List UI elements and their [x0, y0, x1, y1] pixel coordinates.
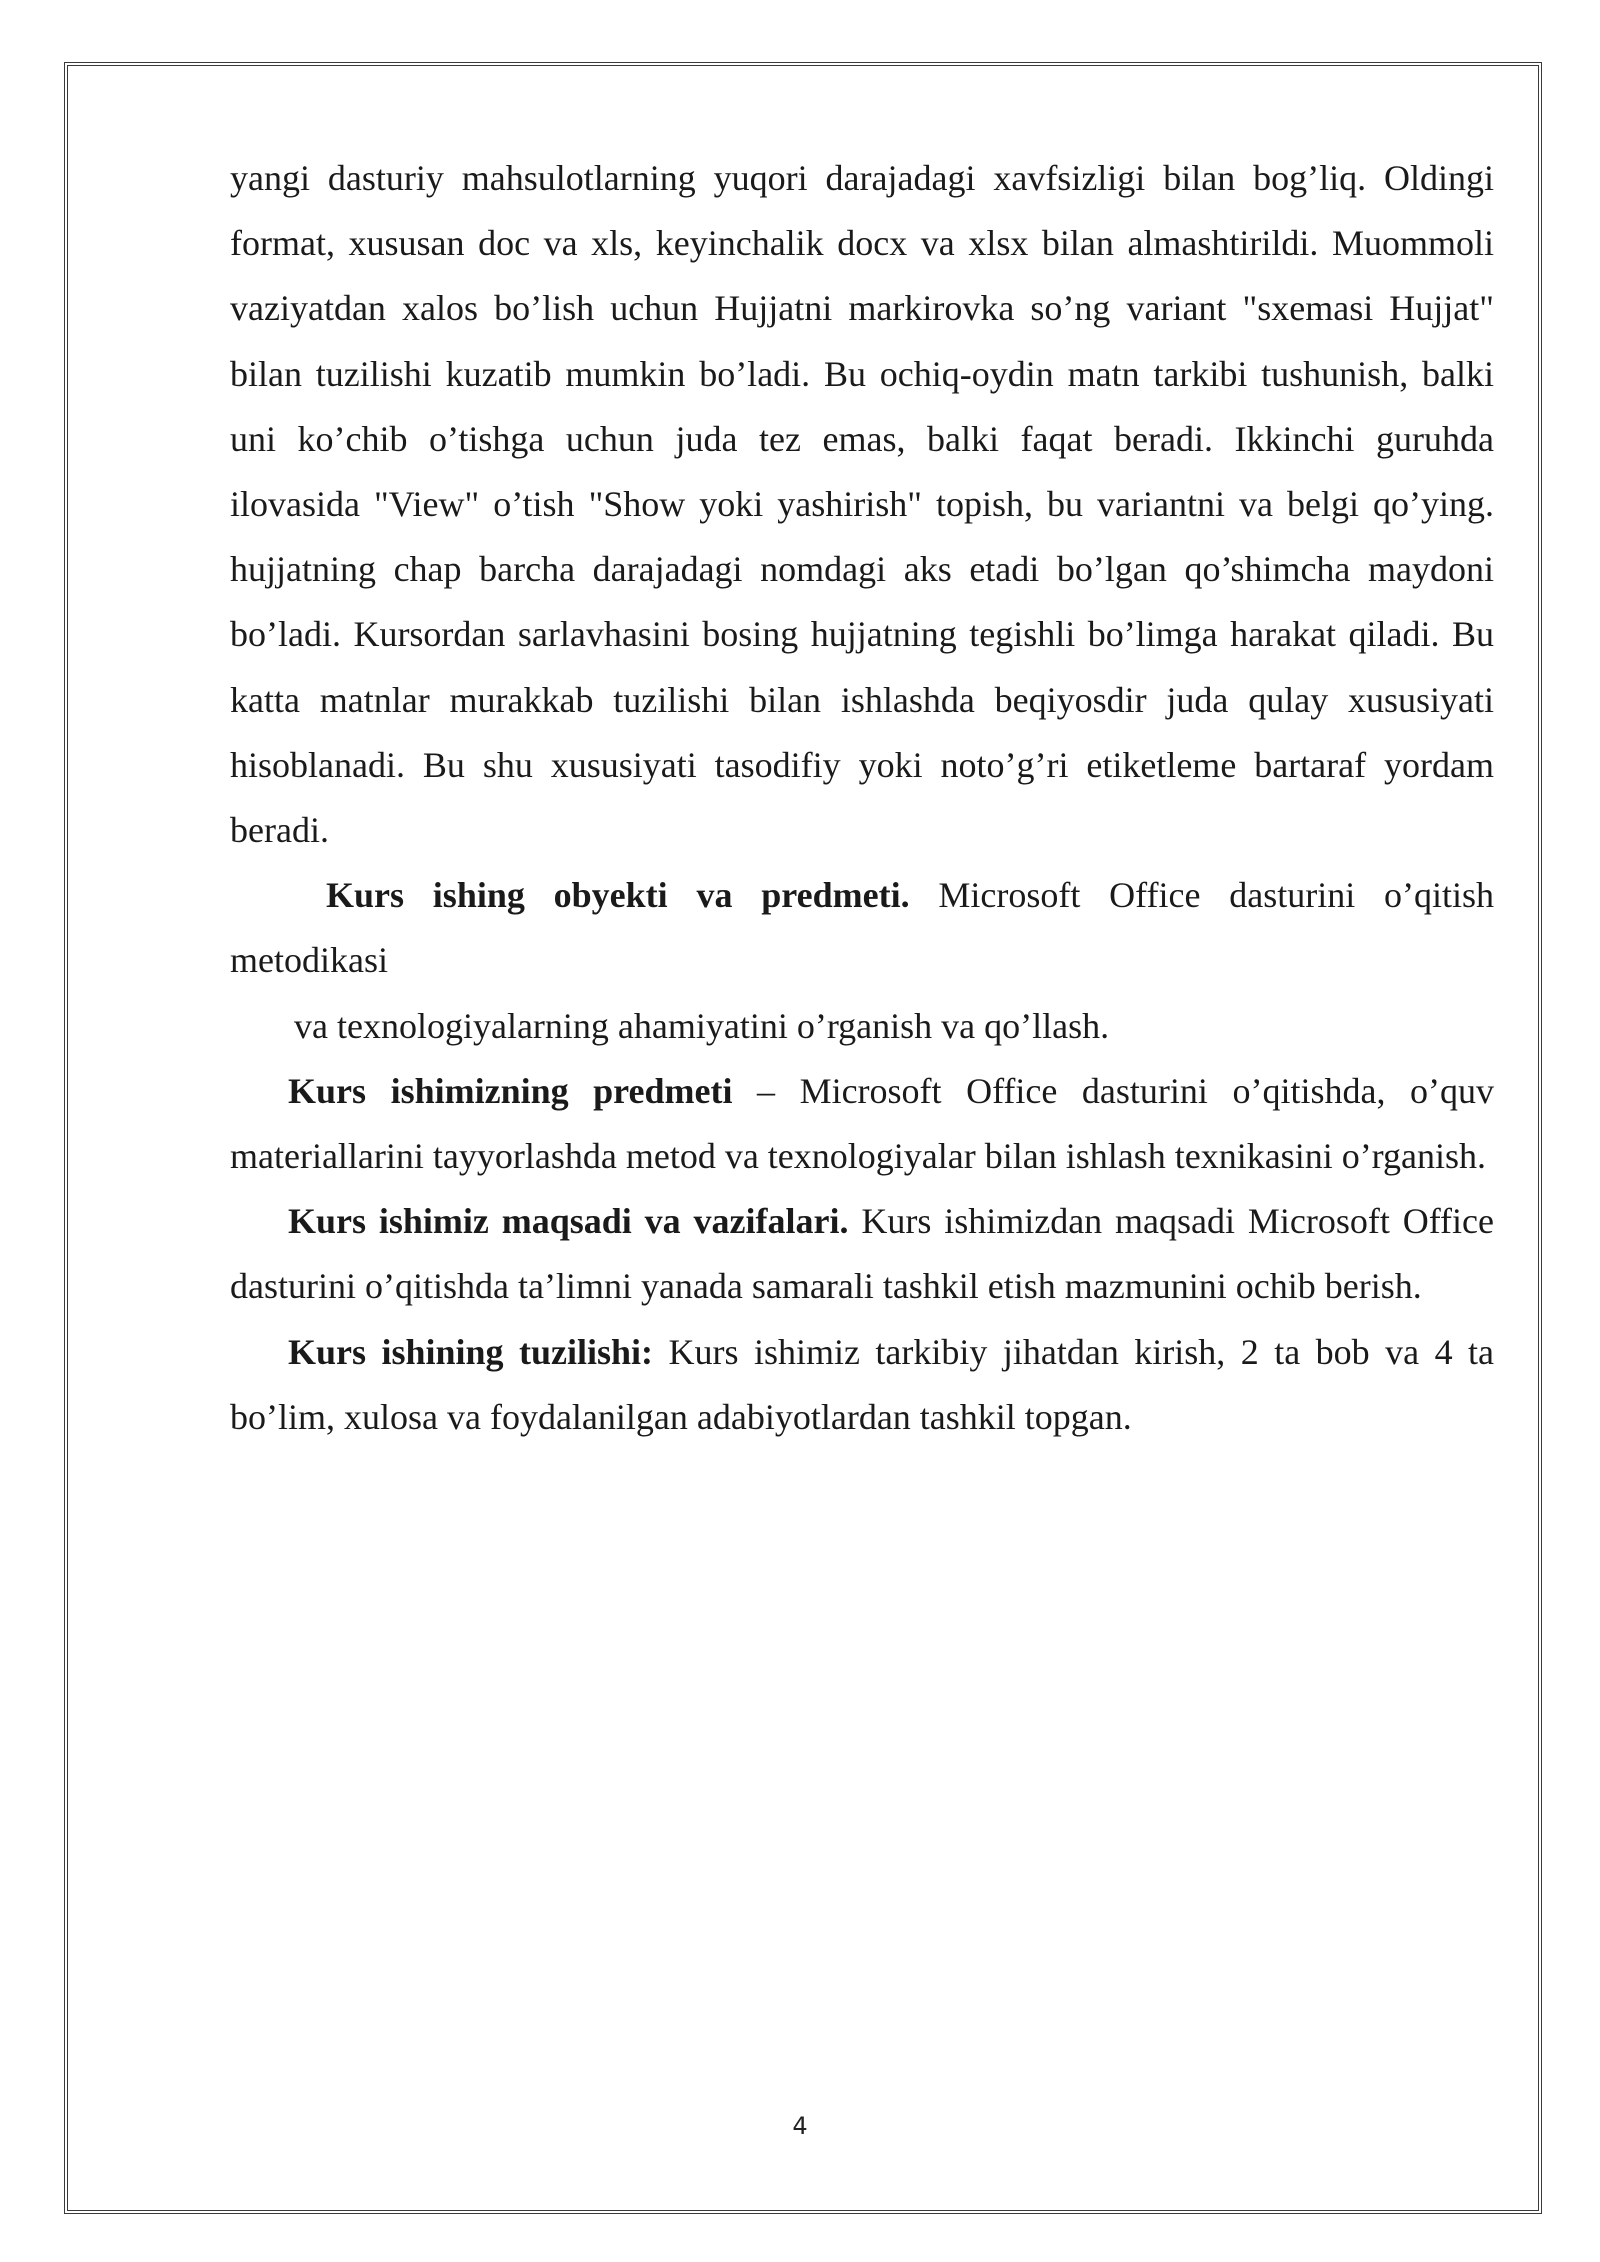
page-number: 4 — [792, 2112, 808, 2140]
goals-text: Kurs ishimizdan maqsadi Microsoft Office dasturini o’qitishda ta’limni yanada samarali tashkil etish mazmunini ochib berish. — [230, 1201, 1494, 1307]
subject-paragraph — [230, 1059, 1494, 1189]
object-text: Microsoft Office dasturini o’qitish metodikasi — [230, 875, 1495, 981]
structure-paragraph — [230, 1320, 1494, 1450]
structure-text: Kurs ishimiz tarkibiy jihatdan kirish, 2 ta bob va 4 ta bo’lim, xulosa va foydalanilgan adabiyotlardan tashkil topgan. — [230, 1331, 1495, 1437]
intro-paragraph: yangi dasturiy mahsulotlarning yuqori darajadagi xavfsizligi bilan bog’liq. Oldingi format, xususan doc va xls, keyinchalik docx va xlsx bilan almashtirildi. Muommoli vaziyatdan xalos bo’lish uchun Hujjatni markirovka so’ng variant "sxemasi Hujjat" bilan tuzilishi kuzatib mumkin bo’ladi. Bu ochiq-oydin matn tarkibi tushunish, balki uni ko’chib o’tishga uchun juda tez emas, balki faqat beradi. Ikkinchi guruhda ilovasida "View" o’tish "Show yoki yashirish" topish, bu variantni va belgi qo’ying. hujjatning chap barcha darajadagi nomdagi aks etadi bo’lgan qo’shimcha maydoni bo’ladi. Kursordan sarlavhasini bosing hujjatning tegishli bo’limga harakat qiladi. Bu katta matnlar murakkab tuzilishi bilan ishlashda beqiyosdir juda qulay xususiyati hisoblanadi. Bu shu xususiyati tasodifiy yoki noto’g’ri etiketleme bartaraf yordam beradi. — [230, 158, 1494, 851]
object-continuation: va texnologiyalarning ahamiyatini o’rganish va qo’llash. — [294, 1005, 1110, 1046]
object-paragraph — [230, 863, 1494, 993]
goals-paragraph — [230, 1189, 1494, 1319]
subject-heading: Kurs ishimizning predmeti — [288, 1070, 733, 1111]
structure-heading: Kurs ishining tuzilishi: — [288, 1331, 654, 1372]
goals-heading: Kurs ishimiz maqsadi va vazifalari. — [288, 1201, 849, 1242]
document-body — [230, 146, 1494, 1450]
object-heading: Kurs ishing obyekti va predmeti. — [326, 875, 910, 916]
subject-text: – Microsoft Office dasturini o’qitishda, o’quv materiallarini tayyorlashda metod va texnologiyalar bilan ishlash texnikasini o’rganish. — [230, 1070, 1494, 1177]
